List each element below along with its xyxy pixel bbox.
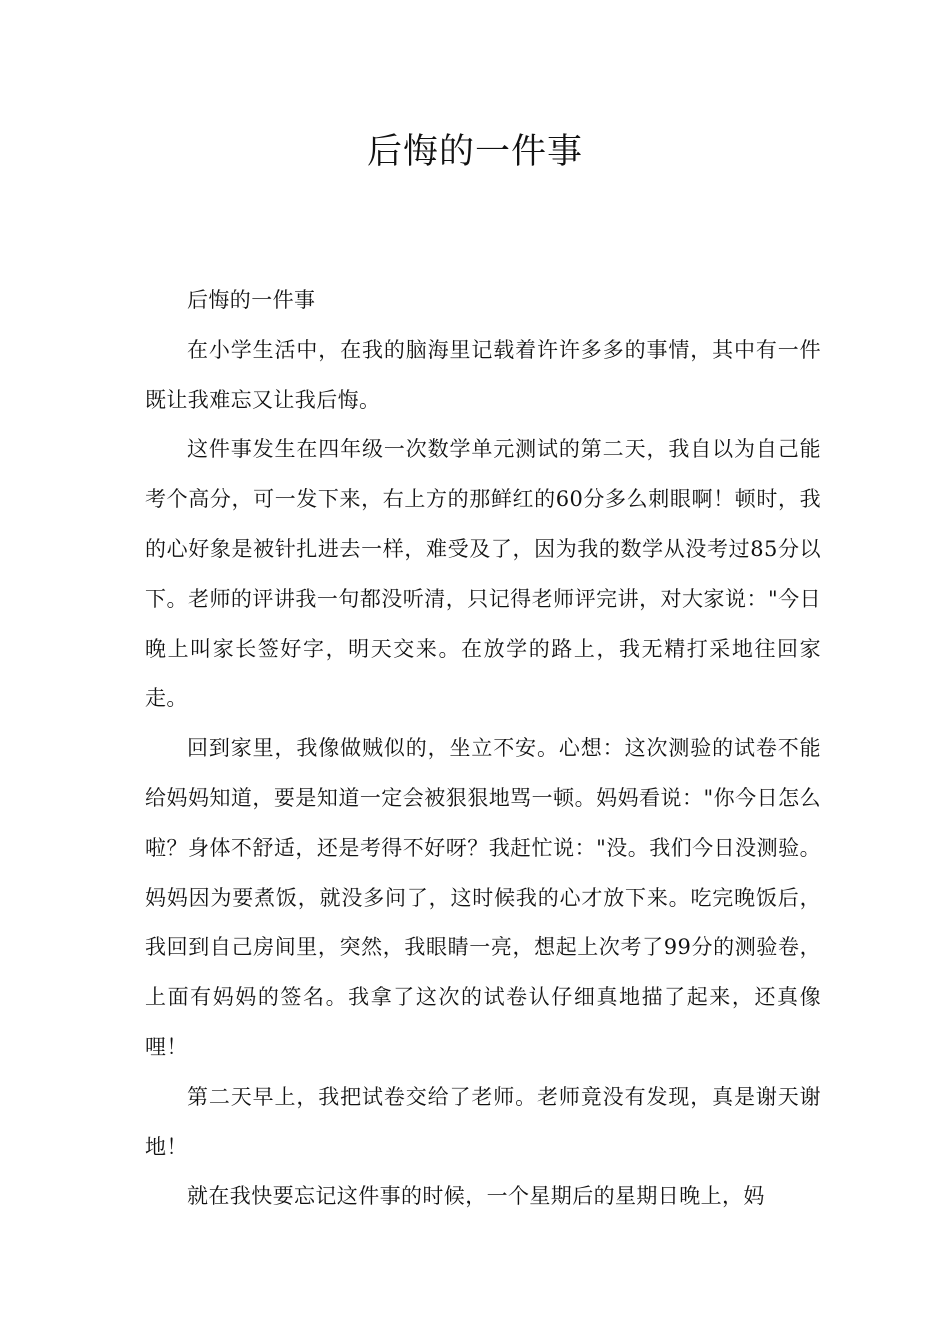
paragraph: 在小学生活中，在我的脑海里记载着许许多多的事情，其中有一件既让我难忘又让我后悔。 — [145, 337, 821, 412]
paragraph: 就在我快要忘记这件事的时候，一个星期后的星期日晚上，妈 — [187, 1184, 765, 1209]
paragraph: 回到家里，我像做贼似的，坐立不安。心想：这次测验的试卷不能给妈妈知道，要是知道一定会被狠狠地骂一顿。妈妈看说："你今日怎么啦？身体不舒适，还是考得不好呀？我赶忙说："没。我们今日没测验。妈妈因为要煮饭，就没多问了，这时候我的心才放下来。吃完晚饭后，我回到自己房间里，突然，我眼睛一亮，想起上次考了99分的测验卷，上面有妈妈的签名。我拿了这次的试卷认仔细真地描了起来，还真像哩！ — [145, 736, 821, 1059]
paragraph: 这件事发生在四年级一次数学单元测试的第二天，我自以为自己能考个高分，可一发下来，右上方的那鲜红的60分多么刺眼啊！顿时，我的心好象是被针扎进去一样，难受及了，因为我的数学从没考过85分以下。老师的评讲我一句都没听清，只记得老师评完讲，对大家说："今日晚上叫家长签好字，明天交来。在放学的路上，我无精打采地往回家走。 — [145, 437, 821, 711]
document-title: 后悔的一件事 — [366, 132, 583, 172]
paragraph-subtitle: 后悔的一件事 — [187, 288, 316, 312]
document-body — [145, 276, 821, 1222]
paragraph: 第二天早上，我把试卷交给了老师。老师竟没有发现，真是谢天谢地！ — [145, 1084, 821, 1159]
